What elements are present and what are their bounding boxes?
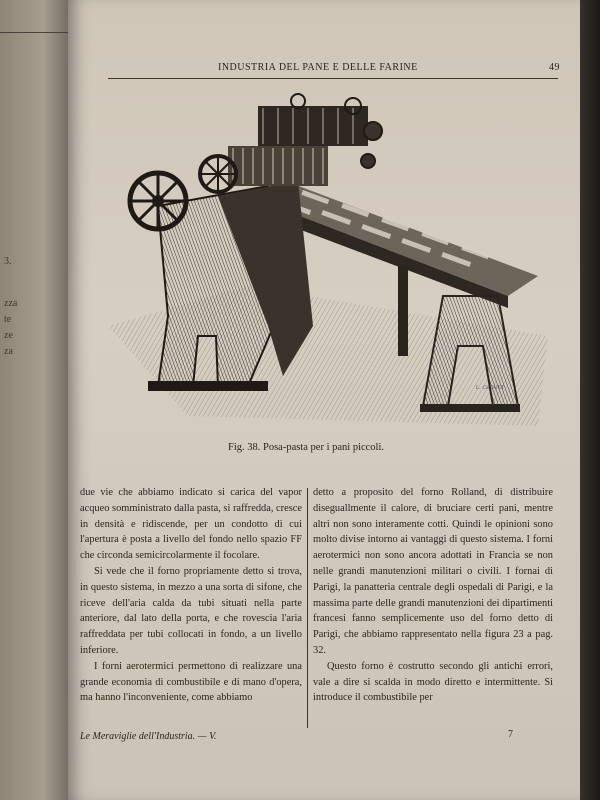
header-title: INDUSTRIA DEL PANE E DELLE FARINE xyxy=(218,62,418,73)
engraving-figure xyxy=(98,86,558,436)
dough-machine-engraving xyxy=(98,86,558,436)
text-column-right xyxy=(313,485,553,706)
previous-page-fragment: te xyxy=(4,314,12,325)
signature-mark: 7 xyxy=(508,729,513,740)
running-footer-title: Le Meraviglie dell'Industria. — V. xyxy=(80,731,217,742)
paragraph: due vie che abbiamo indicato si carica del vapor acqueo somministrato dalla pasta, si raffredda, cresce in densità e ridiscende, per un condotto di cui l'apertura è posta a livello del fondo nello spazio FF che circonda semicircolarmente il focolare. xyxy=(80,487,302,562)
header-rule xyxy=(108,78,558,79)
book-binding-edge xyxy=(578,0,600,800)
figure-caption: Fig. 38. Posa-pasta per i pani piccoli. xyxy=(228,442,385,453)
previous-page-edge xyxy=(0,0,72,800)
text-column-left xyxy=(80,485,302,706)
previous-page-fragment: ze xyxy=(4,330,13,341)
paragraph: Questo forno è costrutto secondo gli antichi errori, vale a dire si scalda in modo diretto e intermittente. Si introduce il combustibile per xyxy=(313,660,553,704)
engraver-signature: L. CHOUET xyxy=(476,386,505,391)
paragraph: Si vede che il forno propriamente detto si trova, in questo sistema, in mezzo a una sorta di sifone, che riceve dell'aria calda da tubi situati nella parte anteriore, dal lato della porta, e che rovescia l'aria raffreddata per tubi collocati in fondo, a un livello inferiore. xyxy=(80,565,302,656)
page-number: 49 xyxy=(549,62,560,73)
previous-page-fragment: 3. xyxy=(4,256,12,267)
paragraph: I forni aerotermici permettono di realizzare una grande economia di combustibile e di mano d'opera, ma hanno l'inconveniente, come abbiamo xyxy=(80,660,302,704)
book-page xyxy=(68,0,580,800)
previous-page-fragment: zza xyxy=(4,298,18,309)
previous-page-fragment: za xyxy=(4,346,13,357)
running-header xyxy=(108,60,560,76)
previous-page-rule xyxy=(0,32,72,33)
paragraph: detto a proposito del forno Rolland, di distribuire diseguallmente il calore, di bruciare certi pani, mentre altri non sono interamente cotti. Quindi le opinioni sono molto divise intorno ai vantaggi di questo sistema. I forni aerotermici non sono ancora adottati in Francia se non nelle grandi manutenzioni militari o civili. I fornai di Parigi, la panatteria centrale degli ospedali di Parigi, e la massima parte delle grandi manutenzioni dei dipartimenti francesi fanno semplicemente uso del forno detto di Parigi, che abbiamo rappresentato nella figura 23 a pag. 32. xyxy=(313,487,553,656)
column-divider xyxy=(307,488,308,728)
